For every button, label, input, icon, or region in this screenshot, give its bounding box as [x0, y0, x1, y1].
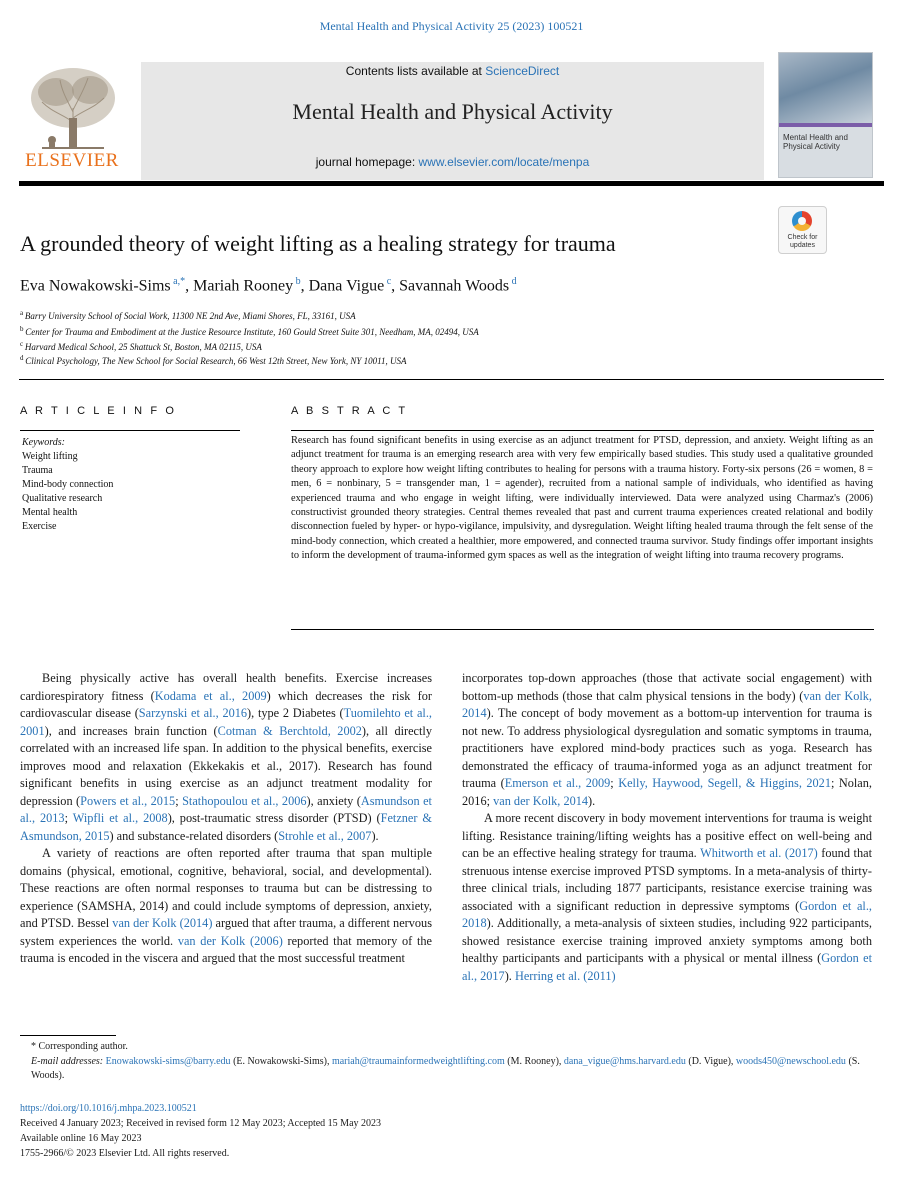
check-for-updates-badge[interactable]	[778, 206, 827, 254]
article-title: A grounded theory of weight lifting as a healing strategy for trauma	[20, 231, 616, 256]
citation-link[interactable]: Gordon et al., 2018	[462, 898, 872, 930]
email-link[interactable]: mariah@traumainformedweightlifting.com	[331, 1055, 505, 1067]
publication-info	[20, 1101, 880, 1161]
check-for-updates-label: Check for updates	[787, 234, 818, 249]
citation-link[interactable]: Stathopoulou et al., 2006	[182, 793, 307, 808]
citation-link[interactable]: van der Kolk, 2014	[493, 793, 589, 808]
citation-link[interactable]: Wipfli et al., 2008	[72, 811, 168, 825]
citation-link[interactable]: Emerson et al., 2009	[504, 776, 611, 790]
available-online-date: Available online 16 May 2023	[20, 1133, 142, 1144]
contents-prefix: Contents lists available at	[345, 64, 486, 78]
email-label: E-mail addresses:	[31, 1055, 106, 1067]
citation-link[interactable]: van der Kolk (2006)	[177, 933, 283, 948]
author-list: Eva Nowakowski-Sims $^{a,*}$, Mariah Rooney $^b$, Dana Vigue $^c$, Savannah Woods $^d$	[20, 276, 517, 295]
body-paragraph: incorporates top-down approaches (those that activate social engagement) with bottom-up methods (those that calm physical tensions in the body) (van der Kolk, 2014). The concept of body movement as a bottom-up intervention for trauma is not new. To address physiological dysregulation and somatic symptoms in trauma, practitioners have explored mind-body practices such as yoga. Research has demonstrated the efficacy of trauma-informed yoga as an adjunct treatment for trauma (Emerson et al., 2009; Kelly, Haywood, Segell, & Higgins, 2021; Nolan, 2016; van der Kolk, 2014).	[462, 671, 872, 808]
keyword-list	[22, 450, 262, 534]
section-divider	[19, 379, 884, 380]
author-name[interactable]: Mariah Rooney	[193, 277, 294, 295]
citation-link[interactable]: Powers et al., 2015	[80, 793, 176, 808]
citation-link[interactable]: Strohle et al., 2007	[278, 828, 372, 843]
header-rule	[19, 181, 884, 186]
journal-homepage-link[interactable]: www.elsevier.com/locate/menpa	[418, 155, 590, 169]
affiliation-marker: d	[20, 354, 26, 362]
cover-title: Mental Health and Physical Activity	[783, 133, 848, 151]
keywords-block	[22, 436, 262, 534]
affiliation-marker: b	[20, 325, 26, 333]
sciencedirect-link[interactable]: ScienceDirect	[485, 64, 560, 78]
abstract-rule	[291, 430, 874, 431]
email-owner: (M. Rooney),	[504, 1055, 564, 1067]
article-info-heading: A R T I C L E I N F O	[20, 405, 177, 417]
journal-citation-link[interactable]: Mental Health and Physical Activity 25 (2023) 100521	[319, 19, 584, 33]
author-affiliation-marker[interactable]: c	[384, 276, 392, 287]
email-owner: (E. Nowakowski-Sims),	[230, 1055, 332, 1067]
affiliation-text: Harvard Medical School, 25 Shattuck St, Boston, MA 02115, USA	[24, 342, 262, 352]
citation-link[interactable]: Whitworth et al. (2017)	[700, 846, 818, 860]
keyword: Weight lifting	[22, 451, 78, 462]
citation-link[interactable]: Sarzynski et al., 2016	[138, 706, 248, 720]
email-link[interactable]: dana_vigue@hms.harvard.edu	[563, 1055, 686, 1067]
author-name[interactable]: Savannah Woods	[399, 277, 510, 295]
email-link[interactable]: Enowakowski-sims@barry.edu	[105, 1055, 231, 1067]
body-paragraph: A variety of reactions are often reported after trauma that span multiple domains (physical, emotional, cognitive, behavioral, social, and developmental). These reactions are often normal responses to trauma but can be distressing to experience (SAMSHA, 2014) and could include symptoms of depression, anxiety, and PTSD. Bessel van der Kolk (2014) argued that after trauma, a different nervous system experiences the world. van der Kolk (2006) reported that memory of the trauma is encoded in the viscera and argued that the most successful treatment	[20, 846, 432, 965]
abstract-end-rule	[291, 629, 874, 630]
footnotes	[20, 1040, 880, 1084]
citation-link[interactable]: Tuomilehto et al., 2001	[20, 706, 432, 738]
affiliation	[20, 354, 840, 366]
corresponding-author-note: * Corresponding author.	[31, 1041, 128, 1052]
journal-cover-thumbnail[interactable]	[778, 52, 873, 178]
citation-link[interactable]: Asmundson et al., 2013	[20, 793, 432, 825]
keyword: Mind-body connection	[22, 479, 114, 490]
author-name[interactable]: Eva Nowakowski-Sims	[20, 277, 171, 295]
received-dates: Received 4 January 2023; Received in revised form 12 May 2023; Accepted 15 May 2023	[20, 1118, 382, 1129]
keyword: Qualitative research	[22, 493, 103, 504]
email-owner: (S. Woods).	[31, 1055, 860, 1081]
affiliation	[20, 325, 840, 337]
homepage-prefix: journal homepage:	[315, 155, 419, 169]
body-paragraph: Being physically active has overall health benefits. Exercise increases cardiorespiratory fitness (Kodama et al., 2009) which decreases the risk for cardiovascular disease (Sarzynski et al., 2016), type 2 Diabetes (Tuomilehto et al., 2001), and increases brain function (Cotman & Berchtold, 2002), all directly correlated with an increased life span. In addition to the physical benefits, exercise improves mood and relaxation (Ekkekakis et al., 2017). Research has found significant benefits in using exercise as an adjunct treatment modality for depression (Powers et al., 2015; Stathopoulou et al., 2006), anxiety (Asmundson et al., 2013; Wipfli et al., 2008), post-traumatic stress disorder (PTSD) (Fetzner & Asmundson, 2015) and substance-related disorders (Strohle et al., 2007).	[20, 671, 433, 843]
abstract-heading: A B S T R A C T	[291, 405, 408, 417]
author-affiliation-marker[interactable]: d	[509, 276, 517, 287]
affiliation-text: Center for Trauma and Embodiment at the Justice Resource Institute, 160 Gould Street Suite 301, Needham, MA, 02494, USA	[25, 327, 479, 337]
elsevier-wordmark[interactable]: ELSEVIER	[25, 150, 119, 171]
author-affiliation-marker[interactable]: a,*	[170, 276, 186, 287]
email-link[interactable]: woods450@newschool.edu	[735, 1055, 846, 1067]
copyright-line: 1755-2966/© 2023 Elsevier Ltd. All rights reserved.	[20, 1148, 230, 1159]
citation-link[interactable]: Fetzner & Asmundson, 2015	[20, 811, 432, 843]
body-column-right	[462, 670, 872, 985]
cover-accent-bar	[779, 123, 872, 127]
citation-link[interactable]: van der Kolk (2014)	[112, 916, 213, 930]
abstract-text: Research has found significant benefits in using exercise as an adjunct treatment for PTSD, depression, and anxiety. Weight lifting as an adjunct treatment for trauma is an emerging research area with very few empirically based studies. This study used a qualitative grounded theory approach to explore how weight lifting contributes to healing for persons with a trauma history. Forty-six persons (26 = women, 8 = men, 6 = nonbinary, 5 = transgender man, 1 = agender), recruited from a national sample of individuals, who identified as having experienced trauma and who engage in weight lifting, were individually interviewed. Data were analyzed using Charmaz's (2006) constructivist grounded theory strategies. Central themes revealed that past and current trauma experiences created relational and bodily disconnection fueled by hyper- or hypo-vigilance, impulsivity, and dysregulation. Weight lifting healed trauma through the felt sense of the mind-body connection, which created a healthier, more empowered, and connected trauma survivor. Study findings offer important insights to inform the development of trauma-informed gym spaces as well as the integration of weight lifting into trauma recovery programs.	[291, 435, 873, 562]
email-owner: (D. Vigue),	[685, 1055, 736, 1067]
keyword: Mental health	[22, 507, 78, 518]
email-addresses	[20, 1055, 880, 1084]
article-info-rule	[20, 430, 240, 431]
keyword: Exercise	[22, 521, 57, 532]
citation-link[interactable]: van der Kolk, 2014	[462, 688, 872, 720]
author-name[interactable]: Dana Vigue	[308, 277, 385, 295]
crossmark-icon-center	[798, 217, 806, 225]
affiliation	[20, 309, 840, 321]
affiliation-marker: a	[20, 309, 25, 317]
doi-link[interactable]: https://doi.org/10.1016/j.mhpa.2023.100521	[20, 1103, 197, 1114]
body-column-left	[20, 670, 432, 968]
affiliation-text: Clinical Psychology, The New School for Social Research, 66 West 12th Street, New York, NY 10011, USA	[25, 356, 407, 366]
citation-link[interactable]: Kelly, Haywood, Segell, & Higgins, 2021	[618, 776, 831, 790]
affiliation-marker: c	[20, 340, 25, 348]
cover-image	[779, 53, 872, 123]
journal-homepage-line	[141, 155, 764, 169]
journal-title[interactable]: Mental Health and Physical Activity	[292, 99, 613, 124]
citation-link[interactable]: Herring et al. (2011)	[514, 968, 616, 983]
keyword: Trauma	[22, 465, 53, 476]
body-paragraph: A more recent discovery in body movement interventions for trauma is weight lifting. Resistance training/lifting weights has a positive effect on well-being and can be an effective healing strategy for trauma. Whitworth et al. (2017) found that strenuous intense exercise improved PTSD symptoms. In a meta-analysis of thirty-three clinical trials, including 1877 participants, resistance exercise training was associated with a significant reduction in depressive symptoms (Gordon et al., 2018). Additionally, a meta-analysis of sixteen studies, including 922 participants, showed resistance exercise training improved anxiety symptoms among both healthy participants and participants with a physical or mental illness (Gordon et al., 2017). Herring et al. (2011)	[462, 811, 872, 983]
keywords-label: Keywords:	[22, 437, 65, 448]
author-affiliation-marker[interactable]: b	[293, 276, 301, 287]
citation-link[interactable]: Kodama et al., 2009	[154, 688, 267, 703]
citation-link[interactable]: Gordon et al., 2017	[462, 951, 872, 983]
citation-link[interactable]: Cotman & Berchtold, 2002	[217, 723, 362, 738]
affiliation-text: Barry University School of Social Work, 11300 NE 2nd Ave, Miami Shores, FL, 33161, USA	[24, 311, 356, 321]
affiliation	[20, 340, 840, 352]
contents-available-line	[141, 64, 764, 78]
footnote-rule	[20, 1035, 116, 1036]
